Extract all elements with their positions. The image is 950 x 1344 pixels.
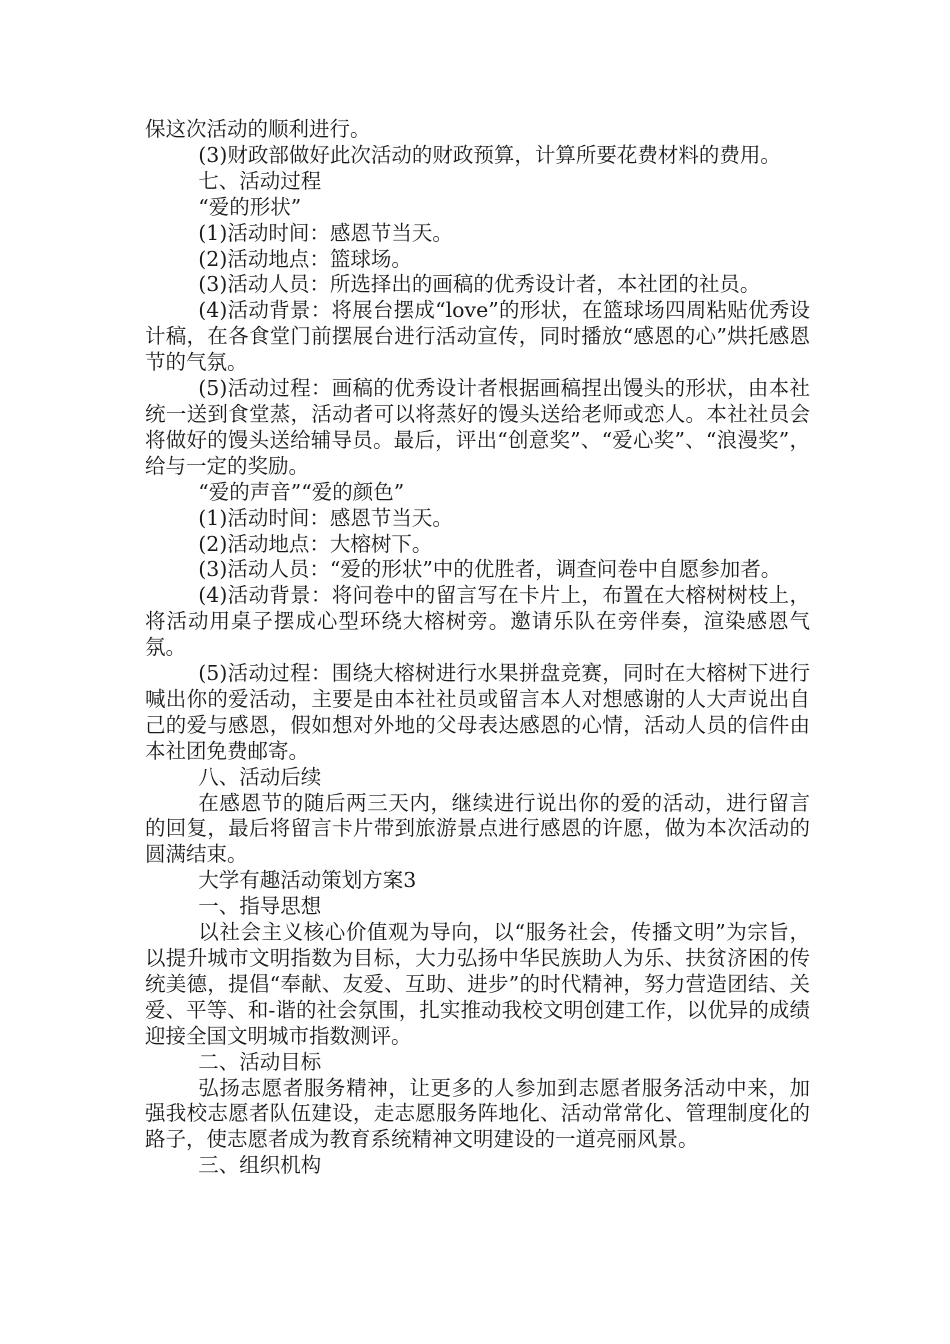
paragraph-follow-up: 在感恩节的随后两三天内，继续进行说出你的爱的活动，进行留言的回复，最后将留言卡片带到旅游景点进行感恩的许愿，做为本次活动的圆满结束。	[145, 790, 810, 867]
list-item-background: (4)活动背景：将展台摆成“love”的形状，在篮球场四周粘贴优秀设计稿，在各食堂门前摆展台进行活动宣传，同时播放“感恩的心”烘托感恩节的气氛。	[145, 298, 810, 375]
list-item-participants-2: (3)活动人员：“爱的形状”中的优胜者，调查问卷中自愿参加者。	[198, 557, 782, 582]
document-body	[145, 117, 810, 1179]
section-heading-follow-up: 八、活动后续	[198, 764, 322, 789]
paragraph-guiding-ideology: 以社会主义核心价值观为导向，以“服务社会，传播文明”为宗旨，以提升城市文明指数为目标，大力弘扬中华民族助人为乐、扶贫济困的传统美德，提倡“奉献、友爱、互助、进步”的时代精神，努力营造团结、关爱、平等、和-谐的社会氛围，扎实推动我校文明创建工作，以优异的成绩迎接全国文明城市指数测评。	[145, 920, 810, 1048]
subsection-heading-shape-of-love: “爱的形状”	[198, 194, 302, 219]
list-item-participants: (3)活动人员：所选择出的画稿的优秀设计者，本社团的社员。	[198, 272, 761, 297]
paragraph-continuation: 保这次活动的顺利进行。	[145, 117, 371, 141]
section-heading-activity-goal: 二、活动目标	[198, 1049, 322, 1074]
section-heading-activity-process: 七、活动过程	[198, 168, 322, 193]
paragraph-finance-budget: (3)财政部做好此次活动的财政预算，计算所要花费材料的费用。	[198, 142, 781, 167]
subsection-heading-voice-color-of-love: “爱的声音”“爱的颜色”	[198, 479, 405, 504]
list-item-background-2: (4)活动背景：将问卷中的留言写在卡片上，布置在大榕树树枝上，将活动用桌子摆成心型环绕大榕树旁。邀请乐队在旁伴奏，渲染感恩气氛。	[145, 583, 810, 660]
list-item-location-2: (2)活动地点：大榕树下。	[198, 531, 433, 556]
paragraph-activity-goal: 弘扬志愿者服务精神，让更多的人参加到志愿者服务活动中来，加强我校志愿者队伍建设，走志愿服务阵地化、活动常常化、管理制度化的路子，使志愿者成为教育系统精神文明建设的一道亮丽风景。	[145, 1075, 810, 1152]
list-item-location: (2)活动地点：篮球场。	[198, 246, 412, 271]
list-item-process-2: (5)活动过程：围绕大榕树进行水果拼盘竞赛，同时在大榕树下进行喊出你的爱活动，主要是由本社社员或留言本人对想感谢的人大声说出自己的爱与感恩，假如想对外地的父母表达感恩的心情，活动人员的信件由本社团免费邮寄。	[145, 661, 810, 763]
list-item-time-2: (1)活动时间：感恩节当天。	[198, 505, 453, 530]
list-item-process: (5)活动过程：画稿的优秀设计者根据画稿捏出馒头的形状，由本社统一送到食堂蒸，活动者可以将蒸好的馒头送给老师或恋人。本社社员会将做好的馒头送给辅导员。最后，评出“创意奖”、“爱心奖”、“浪漫奖”，给与一定的奖励。	[145, 376, 810, 478]
list-item-time: (1)活动时间：感恩节当天。	[198, 220, 453, 245]
plan-title-3: 大学有趣活动策划方案3	[198, 868, 417, 893]
section-heading-guiding-ideology: 一、指导思想	[198, 894, 322, 919]
section-heading-organization: 三、组织机构	[198, 1153, 322, 1178]
